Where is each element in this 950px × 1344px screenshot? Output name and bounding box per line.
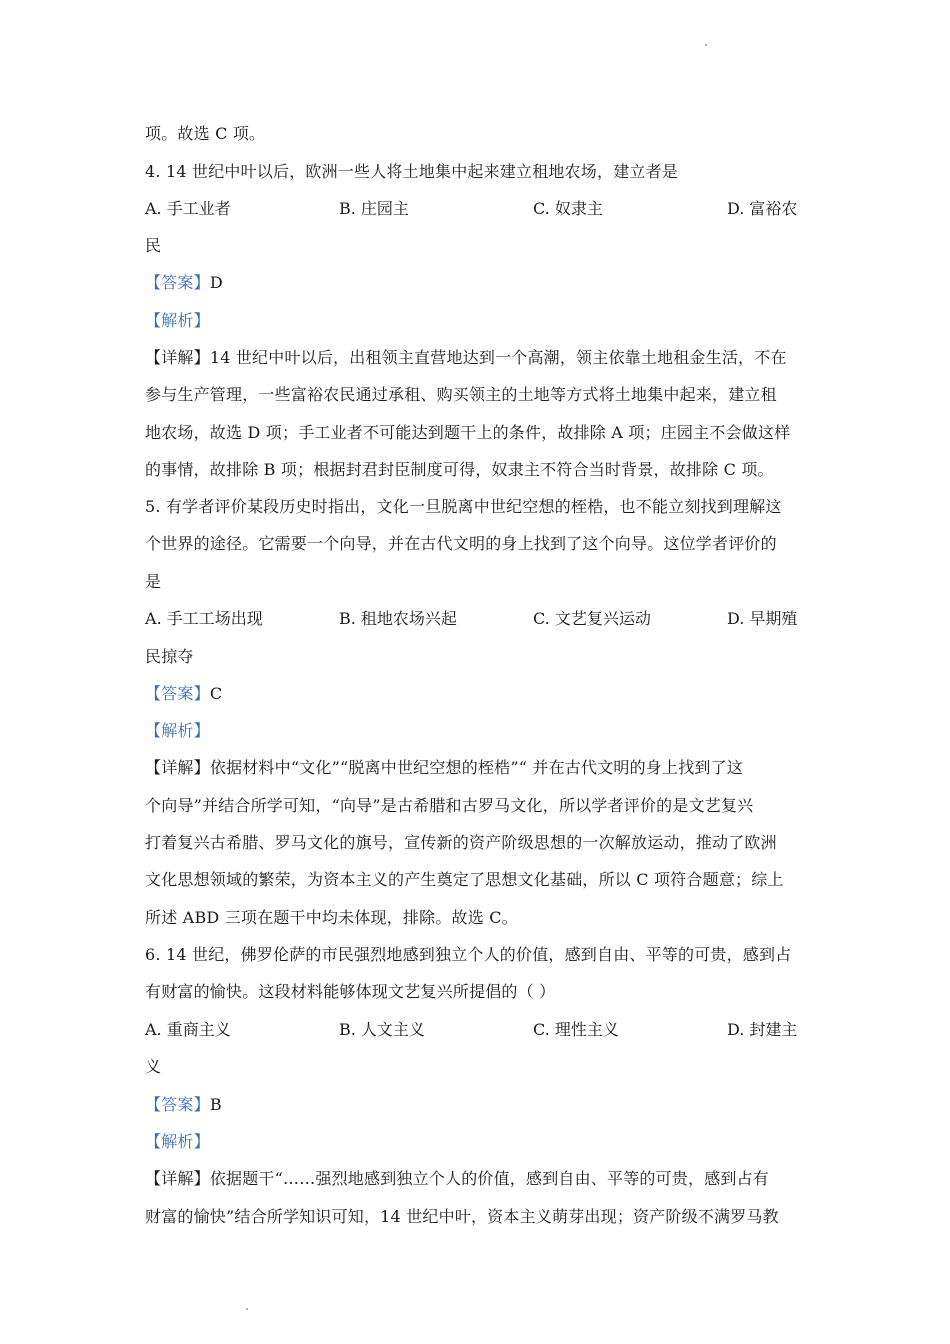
detail-line: 财富的愉快”结合所学知识可知，14 世纪中叶，资本主义萌芽出现；资产阶级不满罗马教 — [145, 1207, 779, 1226]
answer-tag: 【答案】 — [145, 273, 210, 292]
answer-value: C — [209, 684, 223, 703]
detail-line — [145, 1169, 810, 1189]
scan-dot-bottom — [246, 1308, 248, 1310]
analysis-tag: 【解析】 — [145, 1132, 210, 1151]
detail-line: 所述 ABD 三项在题干中均未体现，排除。故选 C。 — [145, 908, 518, 927]
option-a: A. 重商主义 — [145, 1020, 231, 1039]
detail-line — [145, 348, 810, 368]
detail-line: 参与生产管理，一些富裕农民通过承租、购买领主的土地等方式将土地集中起来，建立租 — [145, 385, 777, 404]
answer-line — [145, 1095, 810, 1115]
option-b: B. 人文主义 — [339, 1020, 425, 1039]
option-d: D. 封建主 — [727, 1020, 798, 1039]
detail-text: 依据材料中“文化”“脱离中世纪空想的桎梏”“ 并在古代文明的身上找到了这 — [209, 758, 743, 777]
answer-tag: 【答案】 — [145, 684, 210, 703]
detail-tag: 【详解】 — [145, 758, 210, 777]
detail-tag: 【详解】 — [145, 1169, 210, 1188]
option-wrap: 民掠夺 — [145, 647, 194, 666]
question-5-options — [145, 609, 810, 629]
detail-text: 14 世纪中叶以后，出租领主直营地达到一个高潮，领主依靠土地租金生活，不在 — [209, 348, 787, 367]
question-6-stem: 6. 14 世纪，佛罗伦萨的市民强烈地感到独立个人的价值，感到自由、平等的可贵，感到占 — [145, 945, 792, 964]
question-6-options — [145, 1020, 810, 1040]
option-c: C. 理性主义 — [533, 1020, 619, 1039]
analysis-tag: 【解析】 — [145, 311, 210, 330]
question-4-options — [145, 199, 810, 219]
detail-line: 个向导”并结合所学可知，“向导”是古希腊和古罗马文化，所以学者评价的是文艺复兴 — [145, 796, 754, 815]
scan-dot-top — [705, 44, 707, 46]
detail-tag: 【详解】 — [145, 348, 210, 367]
detail-line: 地农场，故选 D 项；手工业者不可能达到题干上的条件，故排除 A 项；庄园主不会做这样 — [145, 423, 791, 442]
option-b: B. 庄园主 — [339, 199, 409, 218]
question-6-stem: 有财富的愉快。这段材料能够体现文艺复兴所提倡的（ ） — [145, 982, 556, 1001]
option-b: B. 租地农场兴起 — [339, 609, 457, 628]
option-d: D. 早期殖 — [727, 609, 798, 628]
answer-tag: 【答案】 — [145, 1095, 210, 1114]
answer-value: D — [209, 273, 223, 292]
answer-line — [145, 273, 810, 293]
answer-line — [145, 684, 810, 704]
option-c: C. 奴隶主 — [533, 199, 603, 218]
option-wrap: 民 — [145, 236, 162, 255]
option-d: D. 富裕农 — [727, 199, 798, 218]
detail-line — [145, 758, 810, 778]
question-4-stem: 4. 14 世纪中叶以后，欧洲一些人将土地集中起来建立租地农场，建立者是 — [145, 162, 678, 181]
detail-line: 文化思想领域的繁荣，为资本主义的产生奠定了思想文化基础，所以 C 项符合题意；综上 — [145, 870, 784, 889]
option-c: C. 文艺复兴运动 — [533, 609, 651, 628]
question-5-stem: 5. 有学者评价某段历史时指出，文化一旦脱离中世纪空想的桎梏，也不能立刻找到理解这 — [145, 497, 782, 516]
analysis-tag: 【解析】 — [145, 721, 210, 740]
detail-line: 打着复兴古希腊、罗马文化的旗号，宣传新的资产阶级思想的一次解放运动，推动了欧洲 — [145, 833, 777, 852]
question-5-stem: 个世界的途径。它需要一个向导，并在古代文明的身上找到了这个向导。这位学者评价的 — [145, 534, 777, 553]
answer-value: B — [209, 1095, 222, 1114]
question-5-stem: 是 — [145, 572, 162, 591]
option-wrap: 义 — [145, 1057, 162, 1076]
option-a: A. 手工业者 — [145, 199, 231, 218]
detail-text: 依据题干“……强烈地感到独立个人的价值，感到自由、平等的可贵，感到占有 — [209, 1169, 769, 1188]
detail-line: 的事情，故排除 B 项；根据封君封臣制度可得，奴隶主不符合当时背景，故排除 C 项。 — [145, 460, 774, 479]
option-a: A. 手工工场出现 — [145, 609, 263, 628]
text-line: 项。故选 C 项。 — [145, 124, 266, 143]
